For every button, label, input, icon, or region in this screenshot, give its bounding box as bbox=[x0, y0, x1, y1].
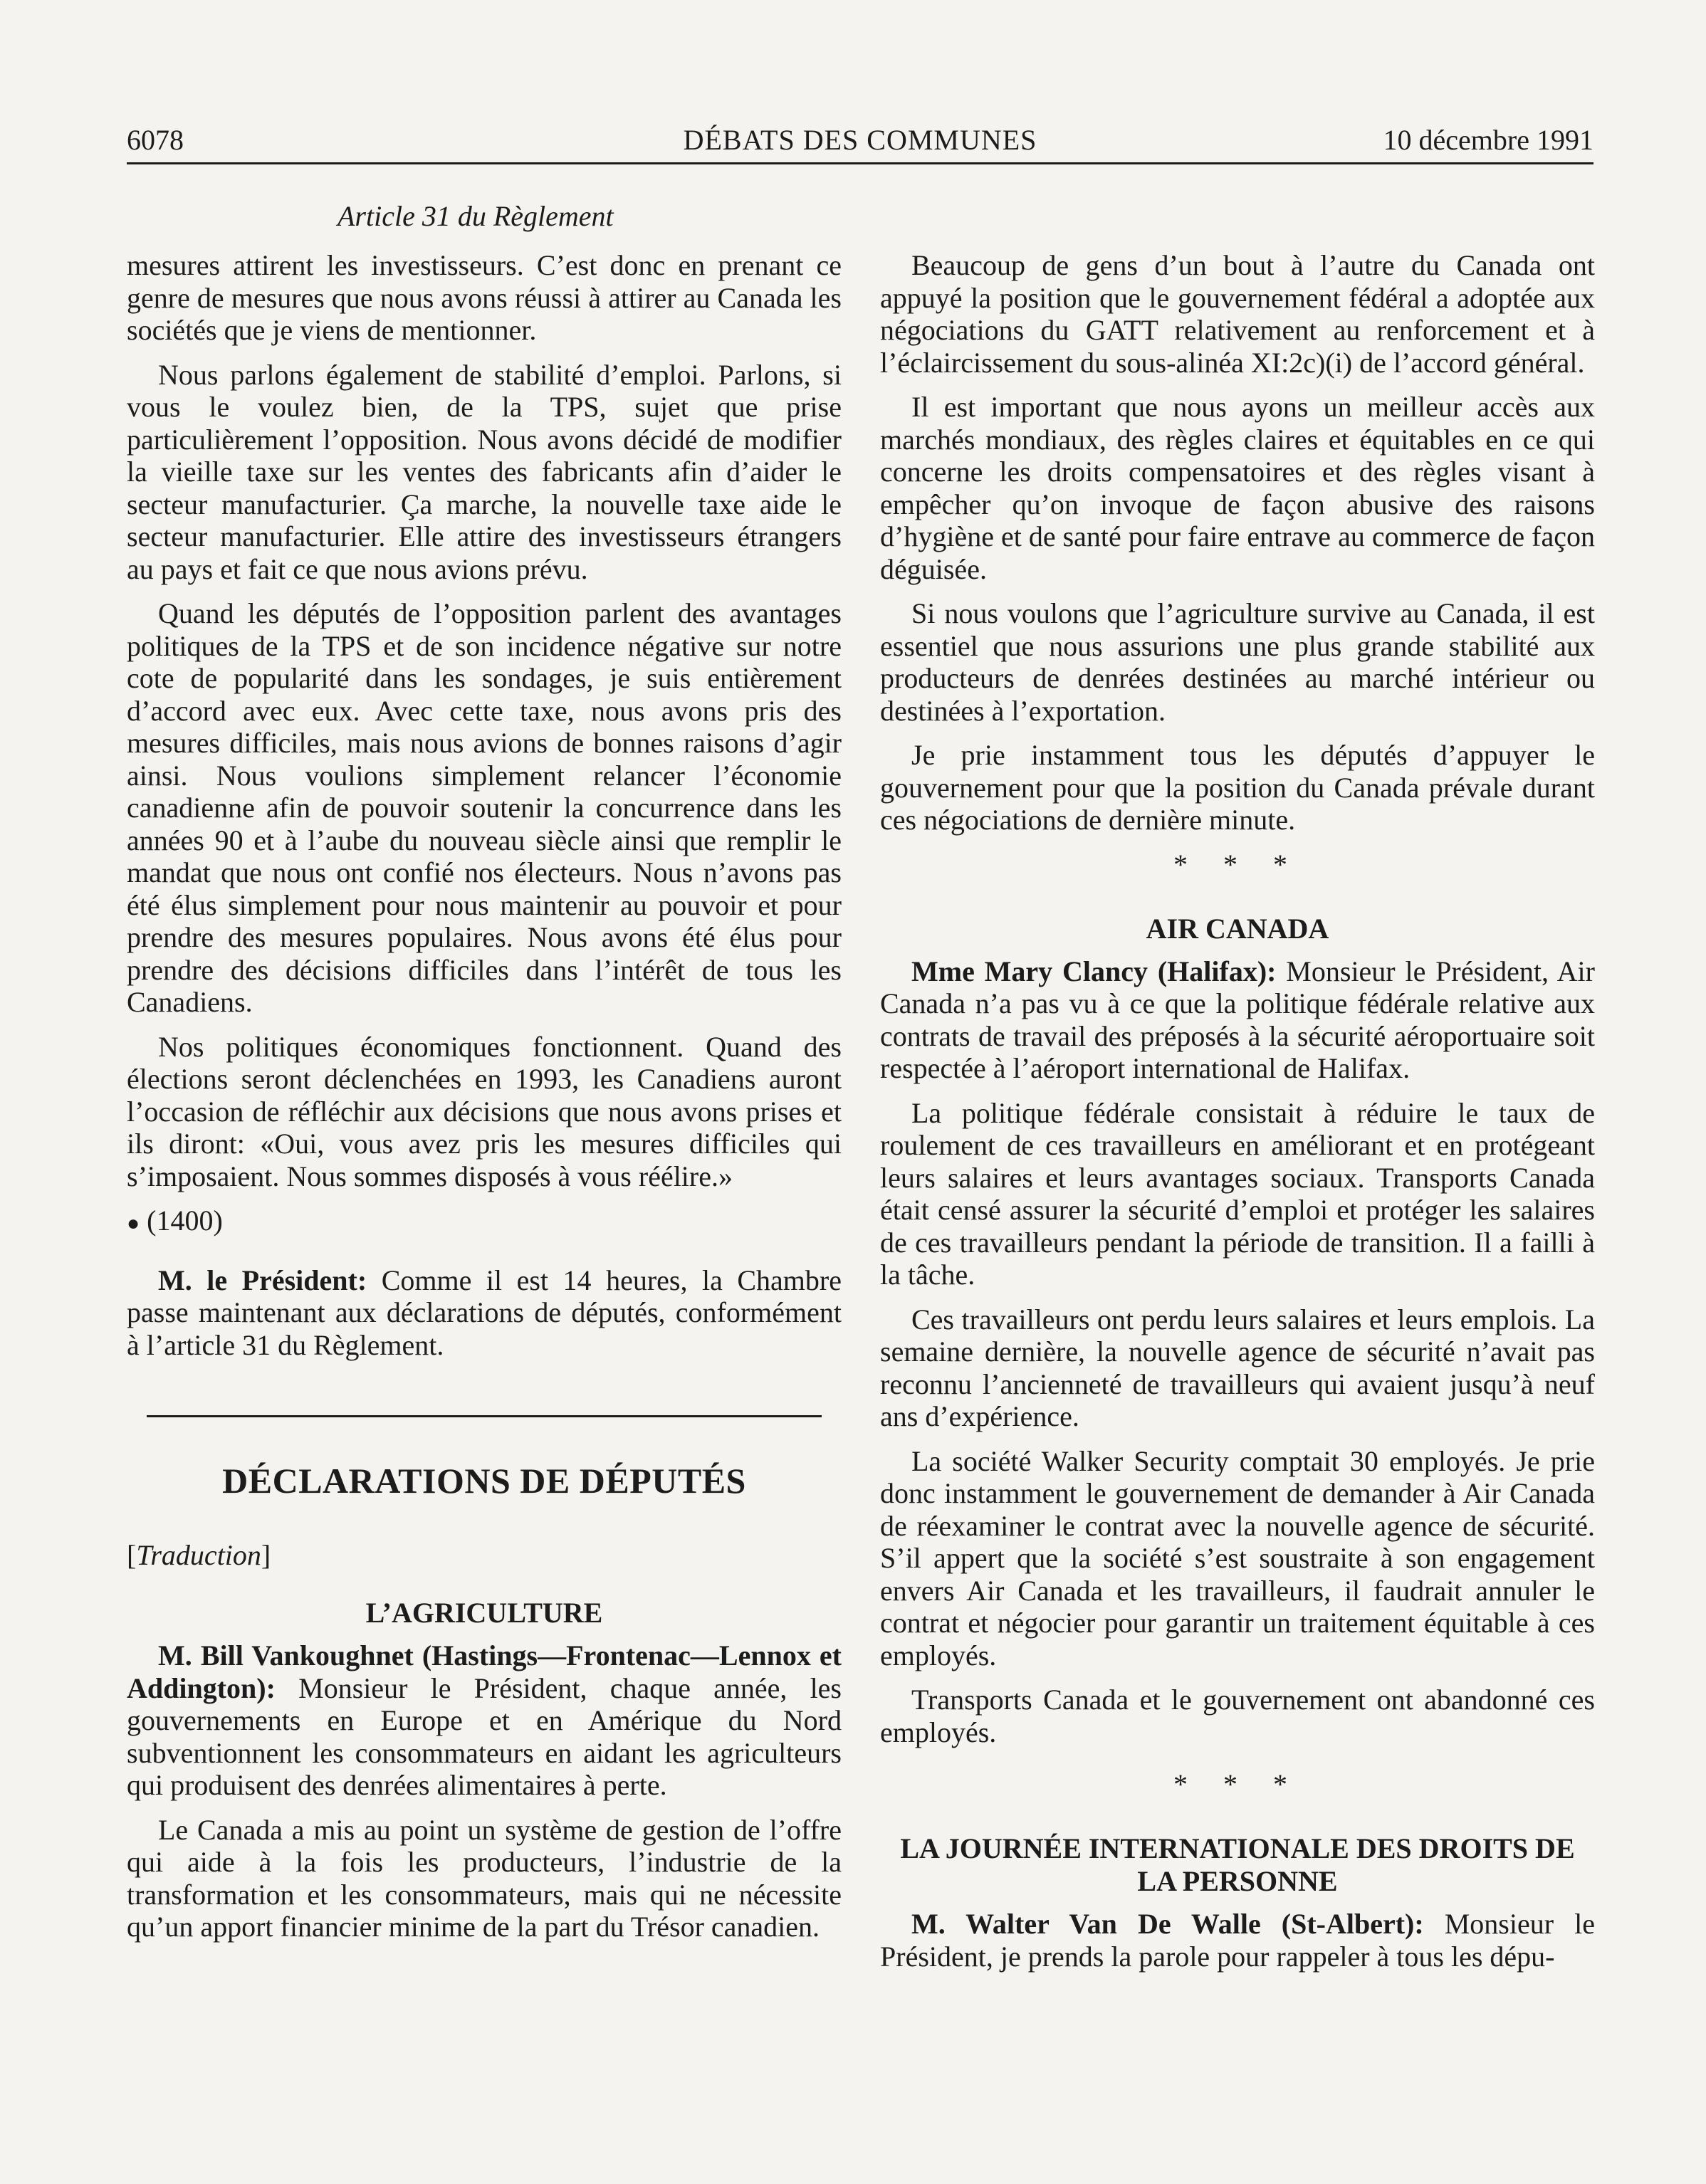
page-header bbox=[127, 118, 1594, 164]
speaker-name: M. Bill Vankoughnet (Hastings—Frontenac—Lennox et Addington): bbox=[127, 1639, 842, 1704]
speaker-name: M. Walter Van De Walle (St-Albert): bbox=[911, 1908, 1424, 1940]
paragraph: La politique fédérale consistait à réduire le taux de roulement de ces travailleurs en améliorant et en protégeant leurs salaires et leurs avantages sociaux. Transports Canada était censé assurer la sécurité d’emploi et protéger les salaires de ces travailleurs pendant la période de transition. Il a failli à la tâche. bbox=[880, 1096, 1595, 1291]
topic-heading: AIR CANADA bbox=[1146, 912, 1329, 945]
section-separator: * * * bbox=[1173, 1768, 1302, 1800]
left-column bbox=[127, 249, 842, 1955]
speaker-name: M. le Président: bbox=[158, 1264, 367, 1296]
speaker-paragraph bbox=[880, 955, 1595, 1085]
speaker-paragraph bbox=[127, 1639, 842, 1802]
speech-text: Monsieur le Président, Air Canada n’a pas vu à ce que la politique fédérale relative aux contrats de travail des préposés à la sécurité aéroportuaire soit respectée à l’aéroport international de Halifax. bbox=[880, 955, 1595, 1084]
translation-note: [Traduction] bbox=[127, 1539, 271, 1571]
paragraph: Beaucoup de gens d’un bout à l’autre du Canada ont appuyé la position que le gouvernement fédéral a adoptée aux négociations du GATT relativement au renforcement et à l’éclaircissement du sous-alinéa XI:2c)(i) de l’accord général. bbox=[880, 249, 1595, 379]
speaker-name: Mme Mary Clancy (Halifax): bbox=[911, 955, 1277, 987]
publication-date: 10 décembre 1991 bbox=[1383, 124, 1594, 156]
paragraph: Quand les députés de l’opposition parlent des avantages politiques de la TPS et de son incidence négative sur notre cote de popularité dans les sondages, je suis entièrement d’accord avec eux. Avec cette taxe, nous avons pris des mesures difficiles, mais nous avions de bonnes raisons d’agir ainsi. Nous voulions simplement relancer l’économie canadienne afin de pouvoir soutenir la concurrence dans les années 90 et à l’aube du nouveau siècle ainsi que remplir le mandat que nous ont confié nos électeurs. Nous n’avons pas été élus simplement pour nous maintenir au pouvoir et pour prendre des mesures populaires. Nous avons été élus pour prendre des décisions difficiles dans l’intérêt de tous les Canadiens. bbox=[127, 597, 842, 1018]
paragraph: Le Canada a mis au point un système de gestion de l’offre qui aide à la fois les producteurs, l’industrie de la transformation et les consommateurs, mais qui ne nécessite qu’un apport financier minime de la part du Trésor canadien. bbox=[127, 1813, 842, 1943]
paragraph: Nos politiques économiques fonctionnent. Quand des élections seront déclenchées en 1993, les Canadiens auront l’occasion de réfléchir aux décisions que nous avons prises et ils diront: «Oui, vous avez pris les mesures difficiles qui s’imposaient. Nous sommes disposés à vous réélire.» bbox=[127, 1030, 842, 1192]
speech-text: Monsieur le Président, chaque année, les gouvernements en Europe et en Amérique du Nord subventionnent les consommateurs en aidant les agriculteurs qui produisent des denrées alimentaires à perte. bbox=[127, 1671, 842, 1801]
section-title: DÉCLARATIONS DE DÉPUTÉS bbox=[222, 1461, 746, 1501]
speech-text: Comme il est 14 heures, la Chambre passe maintenant aux déclarations de députés, conformément à l’article 31 du Règlement. bbox=[127, 1264, 842, 1361]
page-number: 6078 bbox=[127, 124, 184, 156]
time-marker-text: (1400) bbox=[147, 1204, 223, 1237]
topic-heading: L’AGRICULTURE bbox=[365, 1597, 603, 1629]
speaker-paragraph bbox=[880, 1908, 1595, 1973]
speech-text: Monsieur le Président, je prends la parole pour rappeler à tous les dépu- bbox=[880, 1908, 1595, 1973]
paragraph: Nous parlons également de stabilité d’emploi. Parlons, si vous le voulez bien, de la TPS, sujet que prise particulièrement l’opposition. Nous avons décidé de modifier la vieille taxe sur les ventes des fabricants afin d’aider le secteur manufacturier. Ça marche, la nouvelle taxe aide le secteur manufacturier. Elle attire des investisseurs étrangers au pays et fait ce que nous avions prévu. bbox=[127, 358, 842, 585]
paragraph: Il est important que nous ayons un meilleur accès aux marchés mondiaux, des règles claires et équitables en ce qui concerne les droits compensatoires et des règles visant à empêcher qu’on invoque de façon abusive des raisons d’hygiène et de santé pour faire entrave au commerce de façon déguisée. bbox=[880, 391, 1595, 585]
paragraph: mesures attirent les investisseurs. C’est donc en prenant ce genre de mesures que nous avons réussi à attirer au Canada les sociétés que je viens de mentionner. bbox=[127, 249, 842, 346]
paragraph: Ces travailleurs ont perdu leurs salaires et leurs emplois. La semaine dernière, la nouvelle agence de sécurité n’avait pas reconnu l’ancienneté de travailleurs qui avaient jusqu’à neuf ans d’expérience. bbox=[880, 1303, 1595, 1432]
standing-order-label: Article 31 du Règlement bbox=[337, 200, 614, 232]
bullet-icon: ● bbox=[127, 1212, 140, 1235]
paragraph: Si nous voulons que l’agriculture survive au Canada, il est essentiel que nous assurions une plus grande stabilité aux producteurs de denrées destinées au marché intérieur ou destinées à l’exportation. bbox=[880, 597, 1595, 727]
publication-title: DÉBATS DES COMMUNES bbox=[683, 124, 1037, 156]
translation-label: Traduction bbox=[136, 1539, 261, 1571]
right-column bbox=[880, 249, 1595, 1985]
paragraph: Je prie instamment tous les députés d’appuyer le gouvernement pour que la position du Canada prévale durant ces négociations de dernière minute. bbox=[880, 739, 1595, 836]
section-separator: * * * bbox=[1173, 848, 1302, 881]
time-marker bbox=[127, 1204, 842, 1240]
topic-heading: LA JOURNÉE INTERNATIONALE DES DROITS DE LA PERSONNE bbox=[900, 1832, 1575, 1897]
paragraph: Transports Canada et le gouvernement ont abandonné ces employés. bbox=[880, 1684, 1595, 1748]
speaker-paragraph bbox=[127, 1264, 842, 1362]
section-divider bbox=[147, 1415, 822, 1417]
paragraph: La société Walker Security comptait 30 employés. Je prie donc instamment le gouvernement de demander à Air Canada de réexaminer le contrat avec la nouvelle agence de sécurité. S’il appert que la société s’est soustraite à son engagement envers Air Canada et les travailleurs, il faudrait annuler le contrat et négocier pour garantir un traitement équitable à ces employés. bbox=[880, 1444, 1595, 1671]
